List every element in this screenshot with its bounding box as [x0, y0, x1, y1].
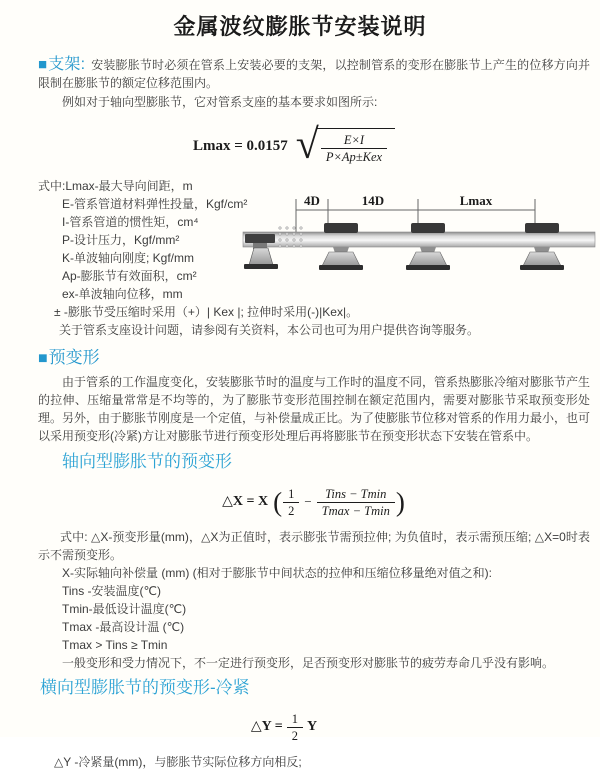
square-bullet-icon: ■: [38, 350, 48, 367]
formula-dx-lhs: △X = X: [222, 494, 269, 509]
fraction-denominator: Tmax − Tmin: [317, 502, 395, 518]
note-line: Tmax -最高设计温 (℃): [62, 620, 185, 634]
dim-label-lmax: Lmax: [459, 193, 493, 208]
sqrt-icon: √: [295, 122, 319, 169]
section-predeform-label: 预变形: [48, 348, 100, 367]
axial-notes-list: [38, 564, 590, 672]
fraction-numerator: 1: [291, 711, 298, 726]
note-line: Tmax > Tins ≥ Tmin: [62, 638, 168, 652]
support-intro-text: 安装膨胀节时必须在管系上安装必要的支架，以控制管系的变形在膨胀节上产生的位移方向并限制在膨胀节的额定位移范围内。: [38, 58, 590, 90]
lateral-subheading: 横向型膨胀节的预变形-冷紧: [40, 678, 250, 697]
note-line: Tins -安装温度(℃): [62, 584, 162, 598]
definition-line: 关于管系支座设计问题，请参阅有关资料，本公司也可为用户提供咨询等服务。: [59, 323, 480, 337]
definition-line: E-管系管道材料弹性投量，Kgf/cm²: [62, 197, 248, 211]
page-title: 金属波纹膨胀节安装说明: [173, 14, 427, 39]
definition-line: 式中:Lmax-最大导向间距，m: [38, 179, 193, 193]
fraction-denominator: 2: [283, 502, 299, 518]
definition-line: P-设计压力，Kgf/mm²: [62, 233, 180, 247]
formula-dy-rhs: Y: [306, 719, 318, 734]
pipe: [243, 232, 595, 247]
note-line: 一般变形和受力情况下，不一定进行预变形，足否预变形对膨胀节的疲劳寿命几乎没有影响。: [62, 656, 555, 670]
fraction-denominator: 2: [287, 727, 303, 743]
close-paren: ): [395, 486, 405, 517]
diagram-svg: [243, 190, 595, 286]
formula-lmax-lhs: Lmax = 0.0157: [192, 138, 288, 154]
square-bullet-icon: ■: [38, 56, 48, 73]
section-support-heading: [38, 56, 85, 73]
section-support-label: 支架:: [48, 56, 86, 73]
sqrt-expression: [295, 122, 395, 169]
definition-line: I-管系管道的惯性矩，cm⁴: [62, 215, 199, 229]
fraction-denominator: P×Ap±Kex: [321, 148, 387, 164]
minus-sign: −: [304, 494, 312, 509]
note-line: X-实际轴向补偿量 (mm) (相对于膨胀节中间状态的拉伸和压缩位移量绝对值之和):: [62, 566, 492, 580]
definition-line: K-单波轴向刚度; Kgf/mm: [62, 251, 195, 265]
axial-note-paragraph: 式中: △X-预变形量(mm)，△X为正值时，表示膨张节需预拉伸; 为负值时，表示需预压缩; △X=0时表示不需预变形。: [38, 530, 590, 562]
dim-label-4d: 4D: [304, 193, 320, 208]
support-intro-paragraph: [38, 56, 590, 92]
sqrt-radicand: [316, 128, 395, 164]
anchor-support: [244, 234, 278, 269]
predeform-body-paragraph: 由于管系的工作温度变化，安装膨胀节时的温度与工作时的温度不同，管系热膨胀冷缩对膨胀节产生的拉伸、压缩量常常是不均等的，为了膨胀节变形范围控制在额定范围内，需要对膨胀节采取预变形处理。另外，由于膨胀节刚度是一个定值，与补偿量成正比。为了使膨胀节位移对管系的作用力最小，也可以采用预变形(冷紧)方让对膨胀节进行预变形处理后再将膨胀节在预变形状态下安装在管系中。: [38, 375, 591, 443]
definition-line: ex-单波轴向位移，mm: [62, 287, 183, 301]
lateral-note-line: △Y -冷紧量(mm)，与膨胀节实际位移方向相反;: [54, 755, 302, 769]
definition-line: ± -膨胀节受压缩时采用（+）| Kex |; 拉伸时采用(-)|Kex|。: [54, 305, 359, 319]
open-paren: (: [273, 486, 283, 517]
definition-line: Ap-膨胀节有效面积，cm²: [62, 269, 197, 283]
axial-subheading: 轴向型膨胀节的预变形: [62, 452, 232, 471]
half-fraction: [287, 712, 303, 743]
fraction-numerator: 1: [288, 486, 295, 501]
document-content: [0, 56, 600, 771]
section-predeform-heading: [38, 346, 590, 371]
formula-lmax: [18, 123, 570, 169]
formula-delta-x: [38, 482, 590, 522]
support-example-line: 例如对于轴向型膨胀节，它对管系支座的基本要求如图所示:: [62, 95, 378, 109]
temperature-fraction: [317, 487, 395, 518]
half-fraction: [283, 487, 299, 518]
fraction-numerator: Tins − Tmin: [325, 486, 387, 501]
dim-label-14d: 14D: [361, 193, 385, 208]
formula-delta-y: [10, 709, 562, 745]
note-line: Tmin-最低设计温度(℃): [62, 602, 187, 616]
pipe-support-diagram: [243, 190, 595, 286]
fraction-numerator: E×I: [343, 132, 365, 147]
formula-dy-lhs: △Y =: [250, 719, 283, 734]
fraction: [321, 133, 387, 164]
